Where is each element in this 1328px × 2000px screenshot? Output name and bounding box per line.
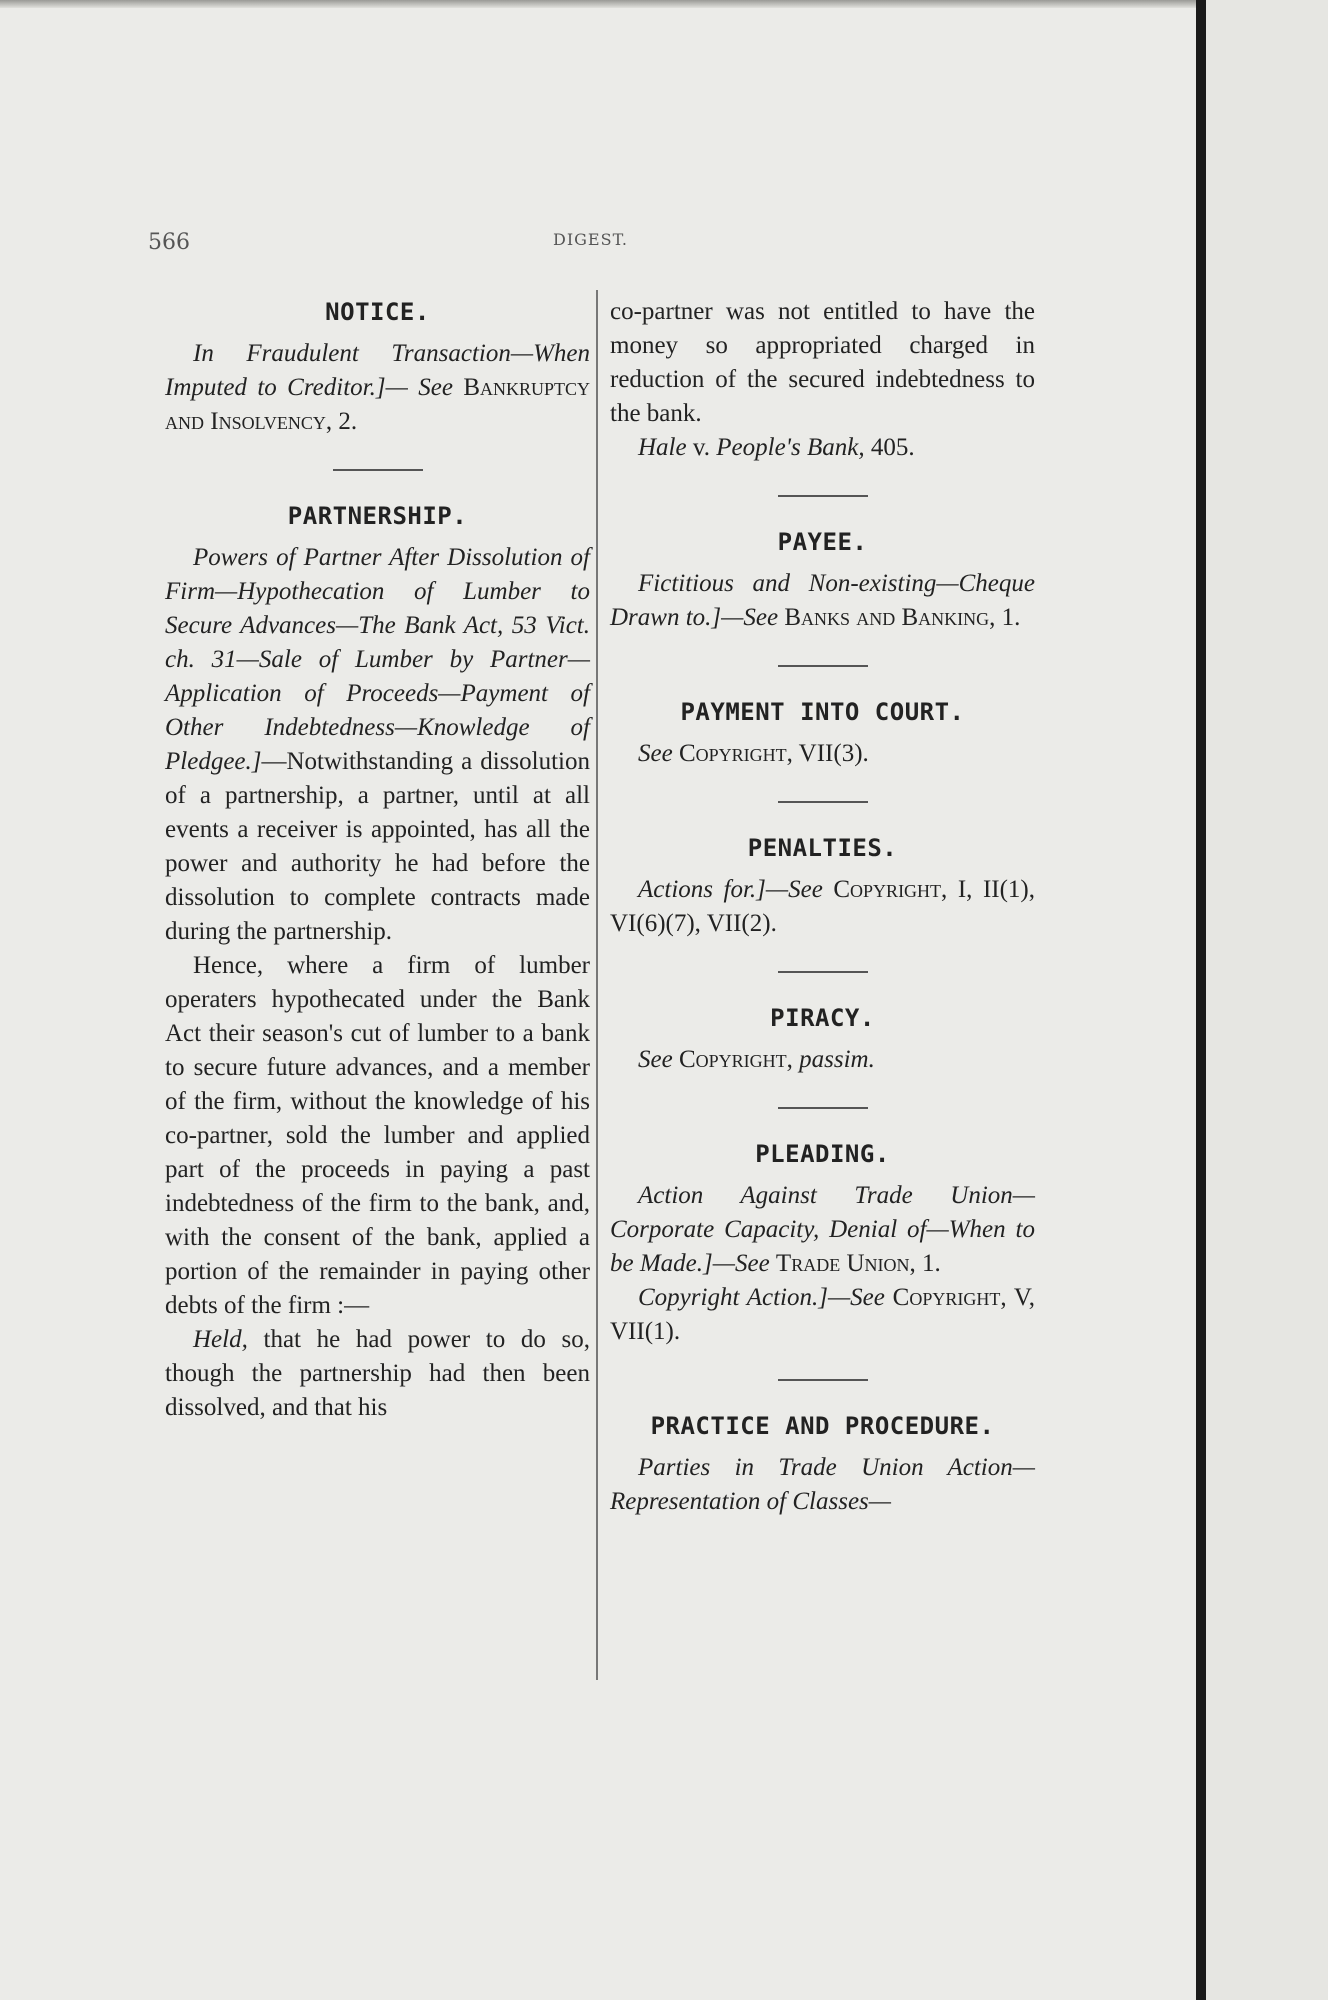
entry-pleading-2 xyxy=(610,1281,1035,1349)
entry-practice xyxy=(610,1451,1035,1519)
case-page: 405. xyxy=(864,434,915,461)
entry-title: In Fraudulent Transaction—When Imputed to Creditor.]— xyxy=(165,340,590,401)
facing-page-edge xyxy=(1206,0,1328,2000)
section-rule xyxy=(778,1379,868,1381)
running-head: DIGEST. xyxy=(553,230,628,249)
see-word: See xyxy=(638,740,673,767)
section-rule xyxy=(778,801,868,803)
entry-payee xyxy=(610,567,1035,635)
entry-continued: co-partner was not entitled to have the money so appropriated charged in reduction of the secured indebtedness to the bank. xyxy=(610,298,1035,427)
entry-title: Powers of Partner After Dissolution of Firm—Hypothecation of Lumber to Secure Advances—The Bank Act, 53 Vict. ch. 31—Sale of Lumber by Partner—Application of Proceeds—Payment of Other Indebtedness—Knowledge of Pledgee.] xyxy=(165,544,590,775)
column-divider xyxy=(596,290,598,1680)
heading-payee: PAYEE. xyxy=(777,528,868,556)
heading-partnership: PARTNERSHIP. xyxy=(287,502,468,530)
entry-paragraph xyxy=(165,1323,590,1425)
cross-reference: Copyright, V, VII(1). xyxy=(610,1284,1036,1345)
case-name-2: People's Bank, xyxy=(716,434,865,461)
section-rule xyxy=(778,495,868,497)
heading-payment-into-court: PAYMENT INTO COURT. xyxy=(680,698,965,726)
cross-reference: Trade Union, 1. xyxy=(775,1250,941,1277)
cross-reference: Copyright, VII(3). xyxy=(678,740,869,767)
book-gutter xyxy=(1196,0,1206,2000)
case-name: Hale xyxy=(638,434,687,461)
cross-reference: Bankruptcy and Insolvency, 2. xyxy=(165,374,591,435)
entry-title: Copyright Action.]—See xyxy=(638,1284,885,1311)
entry-title: Actions for.]—See xyxy=(638,876,823,903)
entry-piracy xyxy=(610,1043,1035,1077)
see-word: See xyxy=(418,374,453,401)
heading-pleading: PLEADING. xyxy=(755,1140,890,1168)
see-word: See xyxy=(638,1046,673,1073)
passim-word: passim. xyxy=(799,1046,875,1073)
section-rule xyxy=(778,1107,868,1109)
entry-paragraph xyxy=(165,949,590,1323)
entry-body: —Notwithstanding a dissolution of a partnership, a partner, until at all events a receiver is appointed, has all the power and authority he had before the dissolution to complete contracts made during the partnership. xyxy=(165,748,590,945)
cross-reference: Banks and Banking, 1. xyxy=(784,604,1021,631)
entry-payment xyxy=(610,737,1035,771)
entry-title: Action Against Trade Union—Corporate Capacity, Denial of—When to be Made.]—See xyxy=(610,1182,1035,1277)
heading-piracy: PIRACY. xyxy=(770,1004,875,1032)
section-rule xyxy=(333,469,423,471)
entry-body: that he had power to do so, though the partnership had then been dissolved, and that his xyxy=(165,1326,590,1421)
entry-title: Parties in Trade Union Action—Representation of Classes— xyxy=(610,1454,1035,1515)
entry-title: Fictitious and Non-existing—Cheque Drawn to.]—See xyxy=(610,570,1035,631)
case-v: v. xyxy=(686,434,717,461)
held-word: Held, xyxy=(193,1326,248,1353)
left-column xyxy=(165,295,590,1425)
page-top-edge xyxy=(0,0,1200,8)
cross-reference: Copyright, xyxy=(678,1046,793,1073)
entry-body: Hence, where a firm of lumber operaters hypothecated under the Bank Act their season's cut of lumber to a bank to secure future advances, and a member of the firm, without the knowledge of his co-partner, sold the lumber and applied part of the proceeds in paying a past indebtedness of the firm to the bank, and, with the consent of the bank, applied a portion of the remainder in paying other debts of the firm :— xyxy=(165,952,590,1319)
section-rule xyxy=(778,971,868,973)
entry-notice xyxy=(165,337,590,439)
entry-penalties xyxy=(610,873,1035,941)
right-column xyxy=(610,295,1035,1519)
heading-practice-and-procedure: PRACTICE AND PROCEDURE. xyxy=(650,1412,995,1440)
heading-notice: NOTICE. xyxy=(325,298,430,326)
case-citation xyxy=(610,431,1035,465)
entry-pleading-1 xyxy=(610,1179,1035,1281)
entry-partnership xyxy=(165,541,590,949)
section-rule xyxy=(778,665,868,667)
cross-reference: Copyright, I, II(1), VI(6)(7), VII(2). xyxy=(610,876,1035,937)
page-number: 566 xyxy=(148,230,190,255)
heading-penalties: PENALTIES. xyxy=(747,834,898,862)
